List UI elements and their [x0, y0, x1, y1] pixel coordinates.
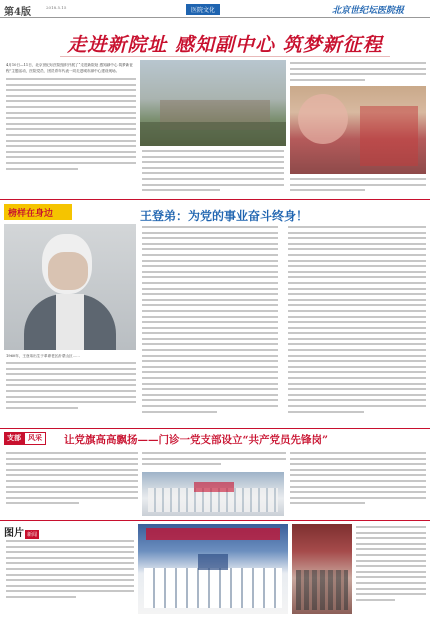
party-col-1	[6, 452, 138, 516]
intro-lead: 4月10日—11日，北京世纪坛医院组织开展了“走进新院址 感知副中心 筑梦新征程”主题活动，医院党员、团员青年代表一同走进城市副中心建设现场。	[6, 63, 133, 73]
party-tag-left: 支部	[4, 432, 24, 445]
party-title: 让党旗高高飘扬——门诊一党支部设立“共产党员先锋岗”	[64, 434, 329, 446]
feature-divider	[0, 199, 430, 200]
banner-title: 走进新院址 感知副中心 筑梦新征程	[67, 34, 383, 56]
banner-underline	[60, 56, 390, 57]
top-center-photo	[140, 60, 286, 146]
photo-news-right-text	[356, 526, 426, 614]
party-tag	[4, 432, 46, 445]
top-right-text	[290, 62, 426, 84]
feature-title: 王登弟：为党的事业奋斗终身！	[140, 209, 309, 223]
party-col-3	[290, 452, 426, 516]
top-right-text-2	[290, 178, 426, 196]
feature-left-text	[6, 362, 136, 420]
photo-news-tag	[4, 524, 39, 539]
section-label: 医院文化	[186, 4, 220, 15]
top-center-text	[142, 150, 284, 196]
party-group-photo	[142, 472, 284, 516]
photo-news-tag-right: 新闻	[27, 532, 38, 538]
photo-news-center-photo	[138, 524, 288, 614]
feature-portrait	[4, 224, 136, 350]
photo-news-right-photo	[292, 524, 352, 614]
feature-col-2	[288, 226, 426, 422]
page-header	[0, 0, 430, 18]
paper-name: 北京世纪坛医院报	[332, 6, 405, 16]
intro-body-text	[6, 78, 136, 174]
page-number: 第4版	[4, 7, 31, 18]
photo-news-divider	[0, 520, 430, 521]
photo-news-left-text	[6, 540, 134, 614]
photo-news-tag-left: 图片	[4, 528, 24, 539]
feature-caption: 1960年，王登弟出生于革命老区沂蒙山区……	[6, 354, 80, 358]
feature-tag-label: 榜样在身边	[8, 209, 54, 219]
header-date: 2018.5.15	[46, 5, 67, 10]
party-divider	[0, 428, 430, 429]
party-col-2-top	[142, 452, 286, 472]
top-right-photo	[290, 86, 426, 174]
party-tag-right: 风采	[24, 432, 46, 445]
feature-col-1	[142, 226, 278, 422]
